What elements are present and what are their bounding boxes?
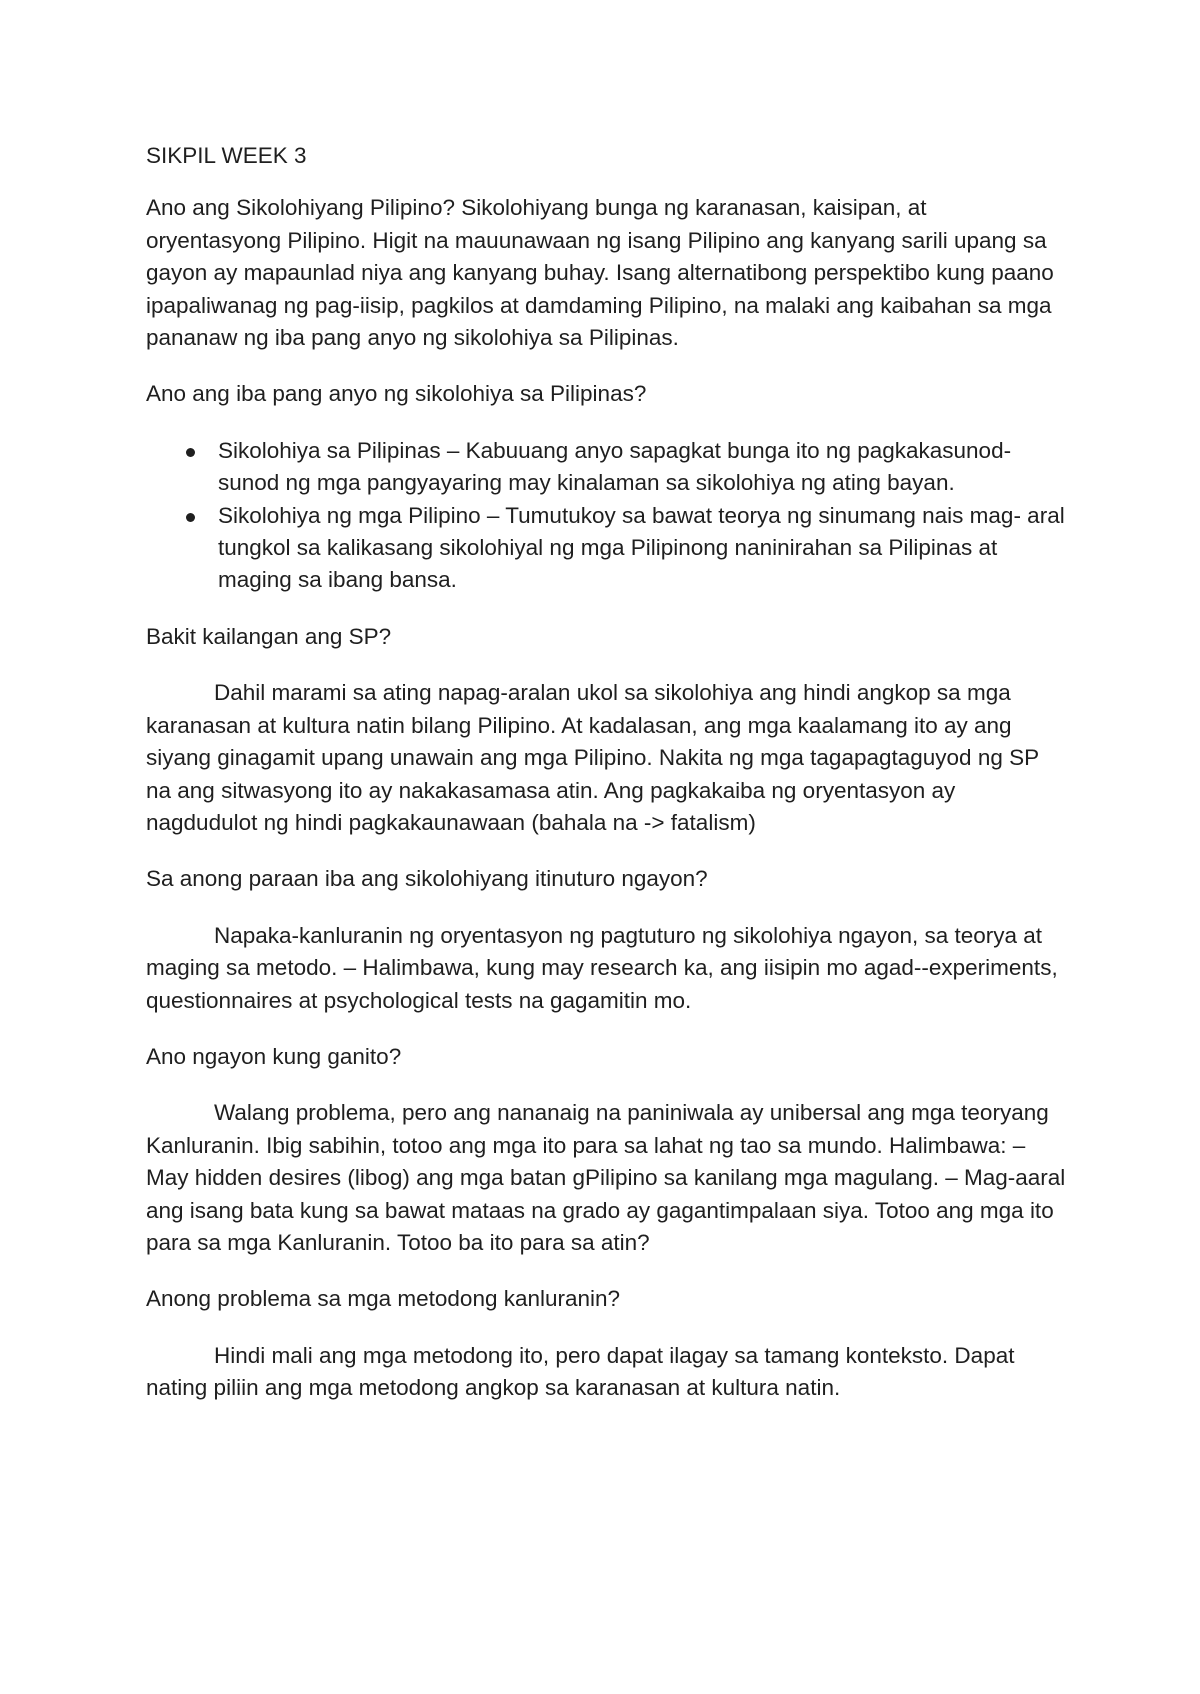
question-ganito: Ano ngayon kung ganito? <box>146 1043 402 1069</box>
bullet-item <box>146 500 1066 597</box>
bullet-dot-icon <box>186 448 195 457</box>
answer-ganito: Walang problema, pero ang nananaig na paniniwala ay unibersal ang mga teoryang Kanluranin. Ibig sabihin, totoo ang mga ito para sa lahat ng tao sa mundo. Halimbawa: – May hidden desires (libog) ang mga batan gPilipino sa kanilang mga magulang. – Mag-aaral ang isang bata kung sa bawat mataas na grado ay gagantimpalaan siya. Totoo ang mga ito para sa mga Kanluranin. Totoo ba ito para sa atin? <box>146 1100 1066 1255</box>
document-page <box>146 140 1066 1429</box>
anyo-bullet-list <box>146 435 1066 597</box>
question-anyo: Ano ang iba pang anyo ng sikolohiya sa Pilipinas? <box>146 381 647 407</box>
bullet-dot-icon <box>186 513 195 522</box>
answer-problema: Hindi mali ang mga metodong ito, pero dapat ilagay sa tamang konteksto. Dapat nating piliin ang mga metodong angkop sa karanasan at kultura natin. <box>146 1342 1015 1401</box>
document-title: SIKPIL WEEK 3 <box>146 143 307 168</box>
intro-paragraph: Ano ang Sikolohiyang Pilipino? Sikolohiyang bunga ng karanasan, kaisipan, at oryentasyong Pilipino. Higit na mauunawaan ng isang Pilipino ang kanyang sarili upang sa gayon ay mapaunlad niya ang kanyang buhay. Isang alternatibong perspektibo kung paano ipapaliwanag ng pag-iisip, pagkilos at damdaming Pilipino, na malaki ang kaibahan sa mga pananaw ng iba pang anyo ng sikolohiya sa Pilipinas. <box>146 195 1054 351</box>
question-bakit: Bakit kailangan ang SP? <box>146 623 392 649</box>
answer-bakit: Dahil marami sa ating napag-aralan ukol sa sikolohiya ang hindi angkop sa mga karanasan at kultura natin bilang Pilipino. At kadalasan, ang mga kaalamang ito ay ang siyang ginagamit upang unawain ang mga Pilipino. Nakita ng mga tagapagtaguyod ng SP na ang sitwasyong ito ay nakakasamasa atin. Ang pagkakaiba ng oryentasyon ay nagdudulot ng hindi pagkakaunawaan (bahala na -> fatalism) <box>146 680 1039 835</box>
question-paraan: Sa anong paraan iba ang sikolohiyang itinuturo ngayon? <box>146 866 708 892</box>
bullet-text: Sikolohiya ng mga Pilipino – Tumutukoy sa bawat teorya ng sinumang nais mag- aral tungkol sa kalikasang sikolohiyal ng mga Pilipinong naninirahan sa Pilipinas at maging sa ibang bansa. <box>218 502 1065 593</box>
answer-paraan: Napaka-kanluranin ng oryentasyon ng pagtuturo ng sikolohiya ngayon, sa teorya at maging sa metodo. – Halimbawa, kung may research ka, ang iisipin mo agad--experiments, questionnaires at psychological tests na gagamitin mo. <box>146 922 1058 1013</box>
bullet-item <box>146 435 1066 500</box>
bullet-text: Sikolohiya sa Pilipinas – Kabuuang anyo sapagkat bunga ito ng pagkakasunod- sunod ng mga pangyayaring may kinalaman sa sikolohiya ng ating bayan. <box>218 437 1012 496</box>
question-problema: Anong problema sa mga metodong kanluranin? <box>146 1286 621 1312</box>
